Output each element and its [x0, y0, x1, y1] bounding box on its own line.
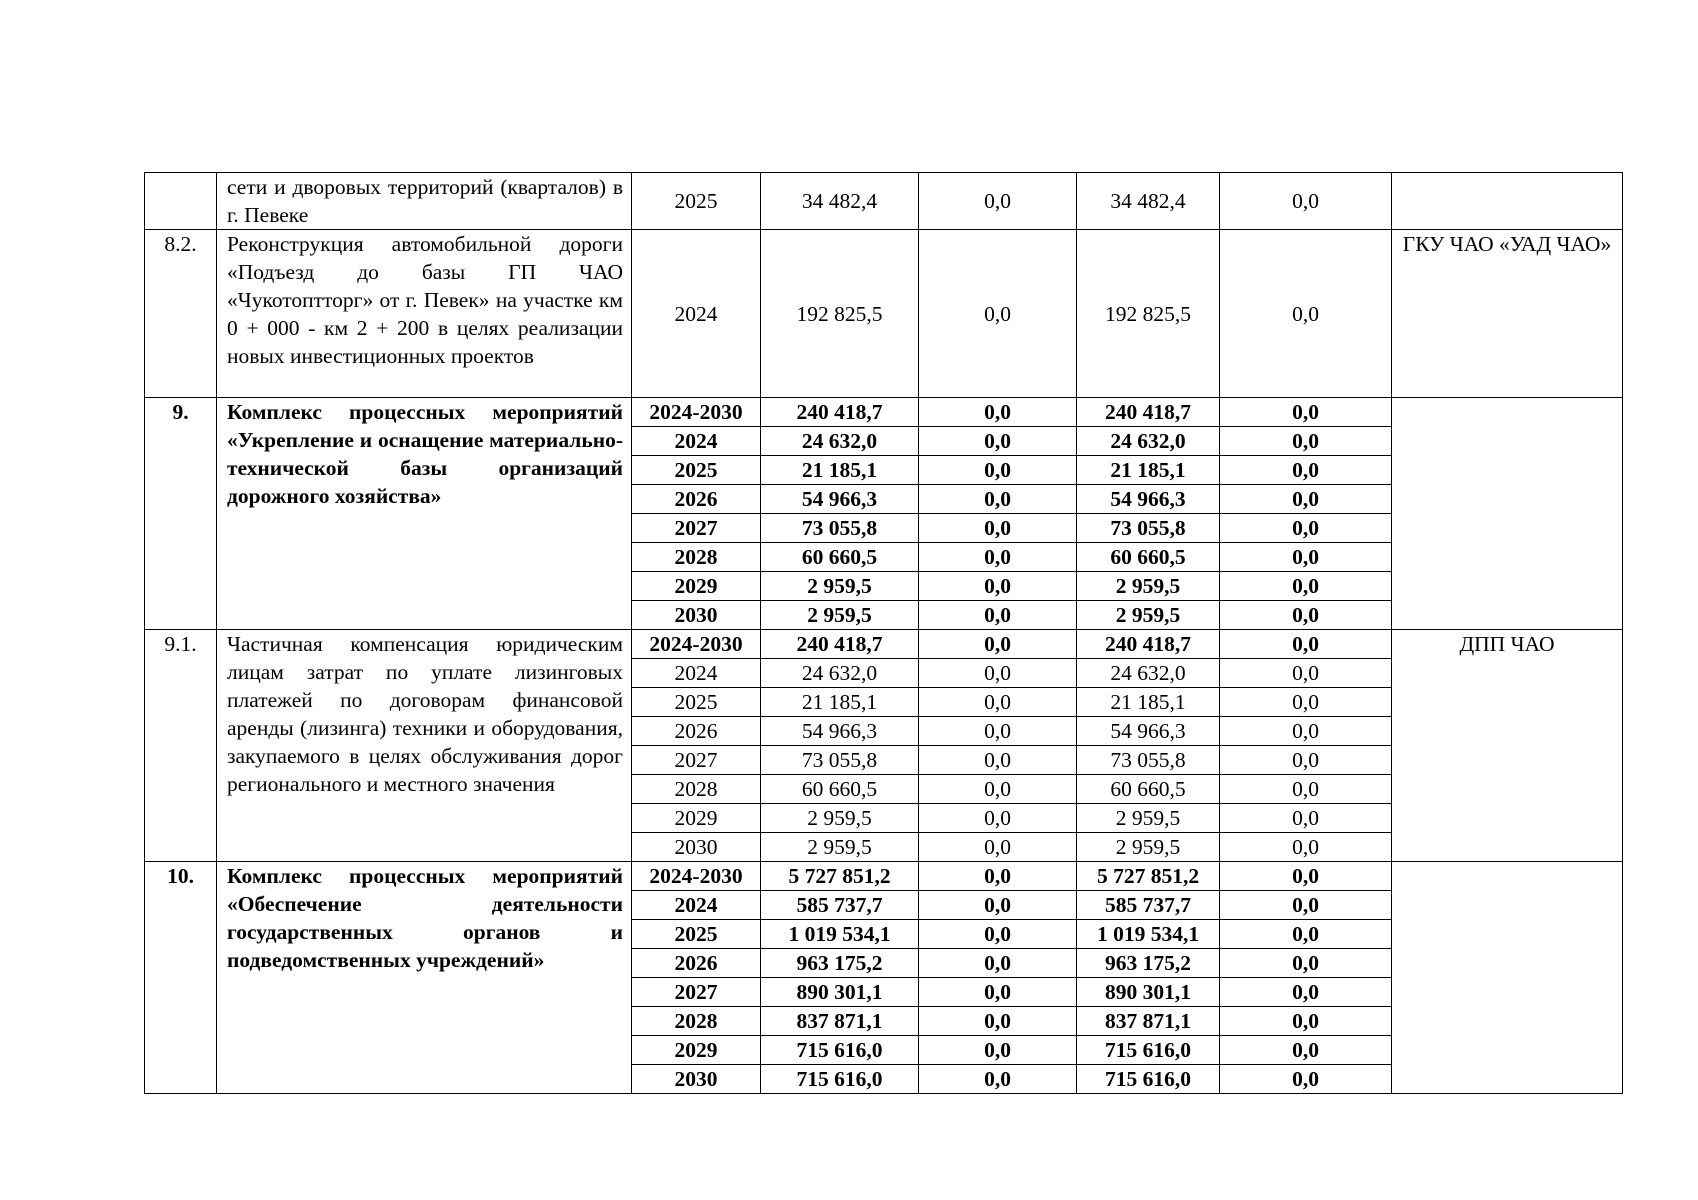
value-cell-4: 0,0: [1220, 688, 1392, 717]
year-cell: 2028: [632, 543, 761, 572]
row-number-cell: 9.: [145, 398, 217, 630]
year-cell: 2024: [632, 427, 761, 456]
value-cell-4: 0,0: [1220, 601, 1392, 630]
value-cell-2: 0,0: [919, 833, 1077, 862]
measure-name-cell: сети и дворовых территорий (кварталов) в г. Певеке: [217, 173, 632, 230]
year-cell: 2025: [632, 688, 761, 717]
total-cell: 240 418,7: [761, 630, 919, 659]
value-cell-4: 0,0: [1220, 173, 1392, 230]
value-cell-2: 0,0: [919, 427, 1077, 456]
table-row-8-2: [145, 230, 1623, 398]
value-cell-3: 73 055,8: [1077, 514, 1220, 543]
measure-name-cell: Реконструкция автомобильной дороги «Подъезд до базы ГП ЧАО «Чукотоптторг» от г. Певек» на участке км 0 + 000 - км 2 + 200 в целях реализации новых инвестиционных проектов: [217, 230, 632, 398]
value-cell-2: 0,0: [919, 572, 1077, 601]
value-cell-4: 0,0: [1220, 398, 1392, 427]
year-cell: 2028: [632, 1007, 761, 1036]
executor-cell: ГКУ ЧАО «УАД ЧАО»: [1392, 230, 1623, 398]
year-cell: 2030: [632, 833, 761, 862]
total-cell: 5 727 851,2: [761, 862, 919, 891]
year-cell: 2027: [632, 514, 761, 543]
total-cell: 54 966,3: [761, 485, 919, 514]
value-cell-2: 0,0: [919, 1065, 1077, 1094]
value-cell-4: 0,0: [1220, 717, 1392, 746]
value-cell-4: 0,0: [1220, 920, 1392, 949]
value-cell-4: 0,0: [1220, 1007, 1392, 1036]
value-cell-3: 54 966,3: [1077, 717, 1220, 746]
total-cell: 24 632,0: [761, 659, 919, 688]
value-cell-3: 2 959,5: [1077, 804, 1220, 833]
value-cell-3: 5 727 851,2: [1077, 862, 1220, 891]
value-cell-4: 0,0: [1220, 659, 1392, 688]
year-cell: 2025: [632, 173, 761, 230]
value-cell-4: 0,0: [1220, 949, 1392, 978]
value-cell-2: 0,0: [919, 688, 1077, 717]
value-cell-2: 0,0: [919, 746, 1077, 775]
row-number-cell: 9.1.: [145, 630, 217, 862]
year-cell: 2024: [632, 230, 761, 398]
value-cell-3: 2 959,5: [1077, 601, 1220, 630]
table-body: [145, 173, 1623, 1094]
total-cell: 73 055,8: [761, 746, 919, 775]
value-cell-3: 585 737,7: [1077, 891, 1220, 920]
year-cell: 2025: [632, 456, 761, 485]
total-cell: 34 482,4: [761, 173, 919, 230]
value-cell-2: 0,0: [919, 862, 1077, 891]
executor-cell: [1392, 173, 1623, 230]
executor-cell: [1392, 862, 1623, 1094]
year-cell: 2026: [632, 717, 761, 746]
total-cell: 24 632,0: [761, 427, 919, 456]
value-cell-4: 0,0: [1220, 230, 1392, 398]
total-cell: 60 660,5: [761, 775, 919, 804]
value-cell-4: 0,0: [1220, 514, 1392, 543]
value-cell-2: 0,0: [919, 630, 1077, 659]
measure-name-cell: Частичная компенсация юридическим лицам затрат по уплате лизинговых платежей по договорам финансовой аренды (лизинга) техники и оборудования, закупаемого в целях обслуживания дорог регионального и местного значения: [217, 630, 632, 862]
value-cell-3: 24 632,0: [1077, 427, 1220, 456]
value-cell-4: 0,0: [1220, 804, 1392, 833]
value-cell-2: 0,0: [919, 601, 1077, 630]
value-cell-3: 54 966,3: [1077, 485, 1220, 514]
value-cell-4: 0,0: [1220, 746, 1392, 775]
measure-name-cell: Комплекс процессных мероприятий «Обеспечение деятельности государственных органов и подведомственных учреждений»: [217, 862, 632, 1094]
value-cell-3: 73 055,8: [1077, 746, 1220, 775]
year-cell: 2030: [632, 1065, 761, 1094]
value-cell-2: 0,0: [919, 659, 1077, 688]
total-cell: 192 825,5: [761, 230, 919, 398]
value-cell-3: 240 418,7: [1077, 630, 1220, 659]
value-cell-4: 0,0: [1220, 1065, 1392, 1094]
year-cell: 2024-2030: [632, 862, 761, 891]
table-row-continuation: [145, 173, 1623, 230]
value-cell-2: 0,0: [919, 543, 1077, 572]
total-cell: 837 871,1: [761, 1007, 919, 1036]
value-cell-2: 0,0: [919, 920, 1077, 949]
total-cell: 73 055,8: [761, 514, 919, 543]
value-cell-4: 0,0: [1220, 427, 1392, 456]
value-cell-4: 0,0: [1220, 833, 1392, 862]
total-cell: 2 959,5: [761, 804, 919, 833]
value-cell-3: 2 959,5: [1077, 833, 1220, 862]
value-cell-3: 1 019 534,1: [1077, 920, 1220, 949]
value-cell-4: 0,0: [1220, 543, 1392, 572]
value-cell-3: 24 632,0: [1077, 659, 1220, 688]
year-cell: 2024-2030: [632, 398, 761, 427]
value-cell-2: 0,0: [919, 891, 1077, 920]
value-cell-3: 715 616,0: [1077, 1065, 1220, 1094]
total-cell: 963 175,2: [761, 949, 919, 978]
value-cell-2: 0,0: [919, 173, 1077, 230]
value-cell-4: 0,0: [1220, 572, 1392, 601]
row-number-cell: 8.2.: [145, 230, 217, 398]
value-cell-2: 0,0: [919, 1007, 1077, 1036]
value-cell-4: 0,0: [1220, 862, 1392, 891]
value-cell-2: 0,0: [919, 230, 1077, 398]
table-row: [145, 862, 1623, 891]
value-cell-2: 0,0: [919, 398, 1077, 427]
total-cell: 2 959,5: [761, 601, 919, 630]
value-cell-4: 0,0: [1220, 630, 1392, 659]
value-cell-3: 192 825,5: [1077, 230, 1220, 398]
total-cell: 21 185,1: [761, 688, 919, 717]
value-cell-2: 0,0: [919, 485, 1077, 514]
value-cell-2: 0,0: [919, 775, 1077, 804]
year-cell: 2024-2030: [632, 630, 761, 659]
total-cell: 2 959,5: [761, 572, 919, 601]
value-cell-3: 837 871,1: [1077, 1007, 1220, 1036]
year-cell: 2027: [632, 978, 761, 1007]
total-cell: 715 616,0: [761, 1065, 919, 1094]
value-cell-4: 0,0: [1220, 775, 1392, 804]
value-cell-2: 0,0: [919, 804, 1077, 833]
total-cell: 54 966,3: [761, 717, 919, 746]
year-cell: 2024: [632, 659, 761, 688]
executor-cell: [1392, 398, 1623, 630]
value-cell-3: 890 301,1: [1077, 978, 1220, 1007]
value-cell-3: 240 418,7: [1077, 398, 1220, 427]
executor-cell: ДПП ЧАО: [1392, 630, 1623, 862]
value-cell-2: 0,0: [919, 949, 1077, 978]
value-cell-3: 60 660,5: [1077, 775, 1220, 804]
measure-name-cell: Комплекс процессных мероприятий «Укрепление и оснащение материально-технической базы организаций дорожного хозяйства»: [217, 398, 632, 630]
value-cell-4: 0,0: [1220, 978, 1392, 1007]
row-number-cell: [145, 173, 217, 230]
value-cell-2: 0,0: [919, 456, 1077, 485]
year-cell: 2028: [632, 775, 761, 804]
year-cell: 2027: [632, 746, 761, 775]
total-cell: 1 019 534,1: [761, 920, 919, 949]
financing-table: [144, 172, 1623, 1094]
table-row: [145, 398, 1623, 427]
value-cell-4: 0,0: [1220, 485, 1392, 514]
year-cell: 2030: [632, 601, 761, 630]
value-cell-2: 0,0: [919, 1036, 1077, 1065]
total-cell: 240 418,7: [761, 398, 919, 427]
year-cell: 2029: [632, 572, 761, 601]
value-cell-3: 963 175,2: [1077, 949, 1220, 978]
value-cell-4: 0,0: [1220, 456, 1392, 485]
table-row: [145, 630, 1623, 659]
year-cell: 2029: [632, 1036, 761, 1065]
value-cell-2: 0,0: [919, 717, 1077, 746]
value-cell-2: 0,0: [919, 978, 1077, 1007]
value-cell-4: 0,0: [1220, 891, 1392, 920]
row-number-cell: 10.: [145, 862, 217, 1094]
year-cell: 2024: [632, 891, 761, 920]
total-cell: 21 185,1: [761, 456, 919, 485]
total-cell: 715 616,0: [761, 1036, 919, 1065]
value-cell-3: 715 616,0: [1077, 1036, 1220, 1065]
year-cell: 2026: [632, 485, 761, 514]
value-cell-2: 0,0: [919, 514, 1077, 543]
value-cell-3: 60 660,5: [1077, 543, 1220, 572]
year-cell: 2025: [632, 920, 761, 949]
year-cell: 2026: [632, 949, 761, 978]
value-cell-3: 2 959,5: [1077, 572, 1220, 601]
value-cell-3: 21 185,1: [1077, 688, 1220, 717]
total-cell: 585 737,7: [761, 891, 919, 920]
year-cell: 2029: [632, 804, 761, 833]
total-cell: 890 301,1: [761, 978, 919, 1007]
total-cell: 2 959,5: [761, 833, 919, 862]
value-cell-3: 21 185,1: [1077, 456, 1220, 485]
total-cell: 60 660,5: [761, 543, 919, 572]
value-cell-3: 34 482,4: [1077, 173, 1220, 230]
value-cell-4: 0,0: [1220, 1036, 1392, 1065]
